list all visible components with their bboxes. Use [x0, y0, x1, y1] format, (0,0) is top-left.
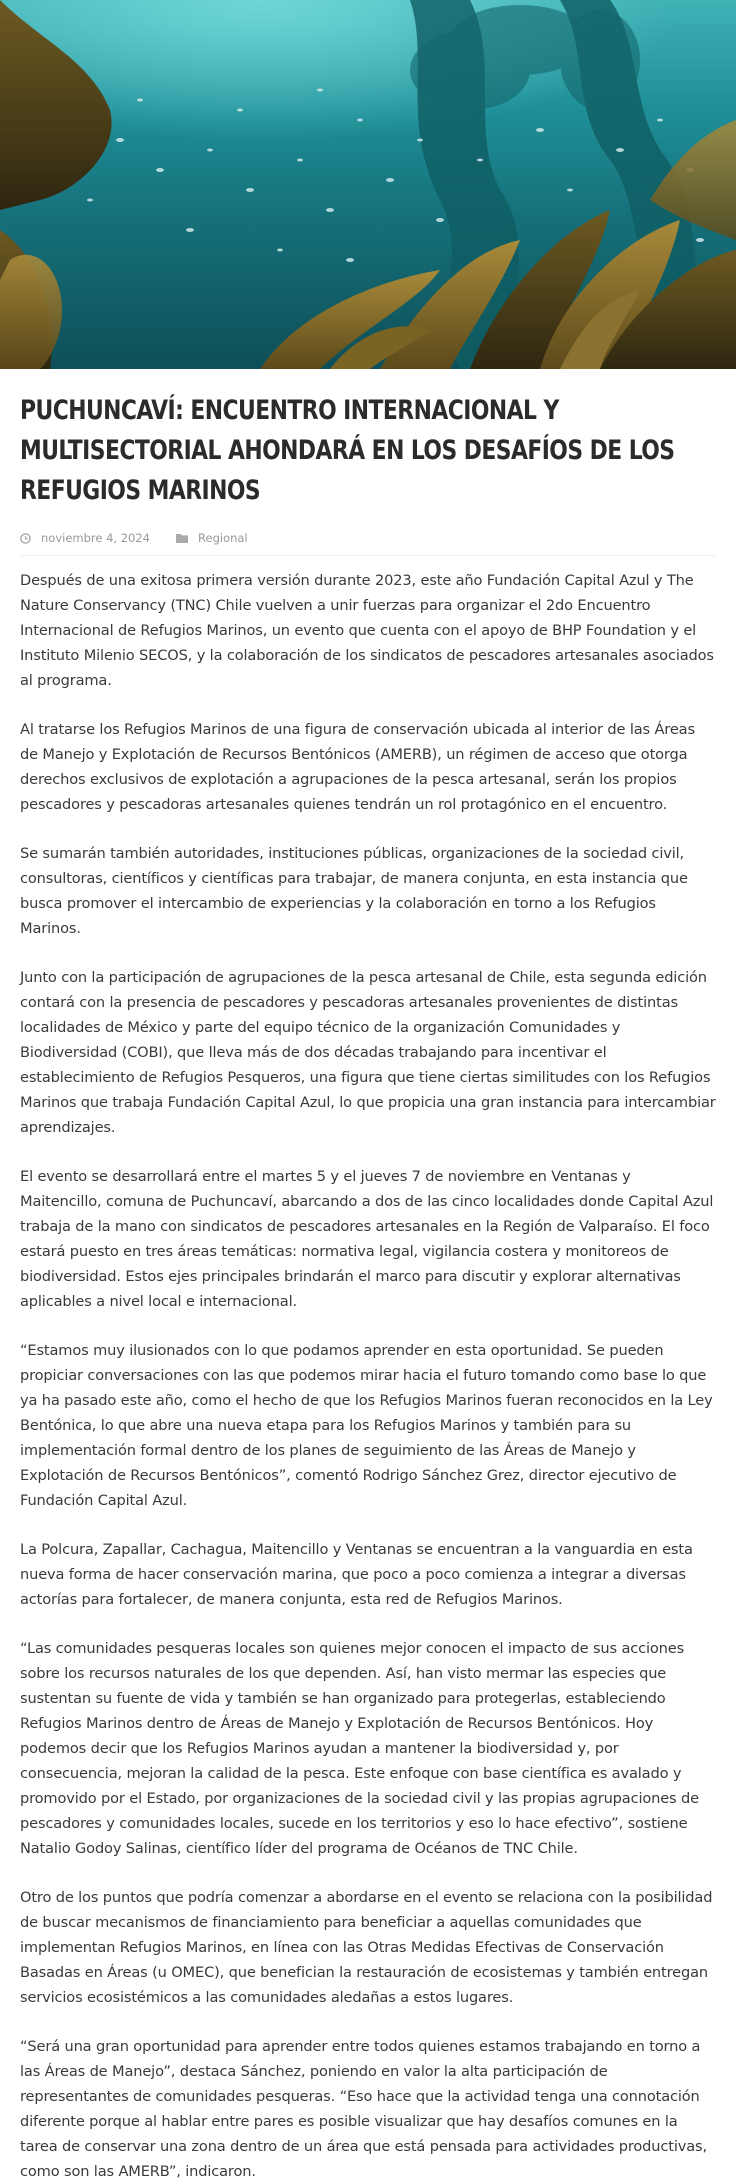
- paragraph: Junto con la participación de agrupaciones de la pesca artesanal de Chile, esta segunda edición contará con la presencia de pescadores y pescadoras artesanales provenientes de distintas localidades de México y parte del equipo técnico de la organización Comunidades y Biodiversidad (COBI), que lleva más de dos décadas trabajando para incentivar el establecimiento de Refugios Pesqueros, una figura que tiene ciertas similitudes con los Refugios Marinos que trabaja Fundación Capital Azul, lo que propicia una gran instancia para intercambiar aprendizajes.: [20, 969, 716, 1136]
- post-category[interactable]: [176, 531, 248, 545]
- post-category-link: Regional: [198, 531, 248, 545]
- paragraph: La Polcura, Zapallar, Cachagua, Maitencillo y Ventanas se encuentran a la vanguardia en esta nueva forma de hacer conservación marina, que poco a poco comienza a integrar a diversas actorías para fortalecer, de manera conjunta, esta red de Refugios Marinos.: [20, 1541, 693, 1608]
- article-title: PUCHUNCAVÍ: ENCUENTRO INTERNACIONAL Y MULTISECTORIAL AHONDARÁ EN LOS DESAFÍOS DE LOS REFUGIOS MARINOS: [20, 395, 675, 506]
- paragraph: Se sumarán también autoridades, instituciones públicas, organizaciones de la sociedad civil, consultoras, científicos y científicas para trabajar, de manera conjunta, en esta instancia que busca promover el intercambio de experiencias y la colaboración en torno a los Refugios Marinos.: [20, 845, 688, 937]
- paragraph: “Estamos muy ilusionados con lo que podamos aprender en esta oportunidad. Se pueden propiciar conversaciones con las que podemos mirar hacia el futuro tomando como base lo que ya ha pasado este año, como el hecho de que los Refugios Marinos fueran reconocidos en la Ley Bentónica, lo que abre una nueva etapa para los Refugios Marinos y también para su implementación formal dentro de los planes de seguimiento de las Áreas de Manejo y Explotación de Recursos Bentónicos”, comentó Rodrigo Sánchez Grez, director ejecutivo de Fundación Capital Azul.: [20, 1342, 713, 1509]
- post-date[interactable]: [20, 531, 150, 545]
- article-body: [20, 568, 716, 2184]
- post-date-text: noviembre 4, 2024: [41, 531, 151, 545]
- hero-image: [0, 0, 736, 369]
- article: [0, 391, 736, 2184]
- paragraph: Al tratarse los Refugios Marinos de una figura de conservación ubicada al interior de las Áreas de Manejo y Explotación de Recursos Bentónicos (AMERB), un régimen de acceso que otorga derechos exclusivos de explotación a agrupaciones de la pesca artesanal, serán los propios pescadores y pescadoras artesanales quienes tendrán un rol protagónico en el encuentro.: [20, 721, 695, 813]
- clock-icon: [20, 533, 31, 544]
- paragraph: “Será una gran oportunidad para aprender entre todos quienes estamos trabajando en torno a las Áreas de Manejo”, destaca Sánchez, poniendo en valor la alta participación de representantes de comunidades pesqueras. “Eso hace que la actividad tenga una connotación diferente porque al hablar entre pares es posible visualizar que hay desafíos comunes en la tarea de conservar una zona dentro de un área que está pensada para actividades productivas, como son las AMERB”, indicaron.: [20, 2038, 707, 2180]
- paragraph: Después de una exitosa primera versión durante 2023, este año Fundación Capital Azul y The Nature Conservancy (TNC) Chile vuelven a unir fuerzas para organizar el 2do Encuentro Internacional de Refugios Marinos, un evento que cuenta con el apoyo de BHP Foundation y el Instituto Milenio SECOS, y la colaboración de los sindicatos de pescadores artesanales asociados al programa.: [20, 572, 714, 689]
- paragraph: El evento se desarrollará entre el martes 5 y el jueves 7 de noviembre en Ventanas y Maitencillo, comuna de Puchuncaví, abarcando a dos de las cinco localidades donde Capital Azul trabaja de la mano con sindicatos de pescadores artesanales en la Región de Valparaíso. El foco estará puesto en tres áreas temáticas: normativa legal, vigilancia costera y monitoreos de biodiversidad. Estos ejes principales brindarán el marco para discutir y explorar alternativas aplicables a nivel local e internacional.: [20, 1168, 714, 1310]
- paragraph: “Las comunidades pesqueras locales son quienes mejor conocen el impacto de sus acciones sobre los recursos naturales de los que dependen. Así, han visto mermar las especies que sustentan su fuente de vida y también se han organizado para protegerlas, estableciendo Refugios Marinos dentro de Áreas de Manejo y Explotación de Recursos Bentónicos. Hoy podemos decir que los Refugios Marinos ayudan a mantener la biodiversidad y, por consecuencia, mejoran la calidad de la pesca. Este enfoque con base científica es avalado y promovido por el Estado, por organizaciones de la sociedad civil y las propias agrupaciones de pescadores y comunidades locales, sucede en los territorios y eso lo hace efectivo”, sostiene Natalio Godoy Salinas, científico líder del programa de Océanos de TNC Chile.: [20, 1640, 699, 1857]
- paragraph: Otro de los puntos que podría comenzar a abordarse en el evento se relaciona con la posibilidad de buscar mecanismos de financiamiento para beneficiar a aquellas comunidades que implementan Refugios Marinos, en línea con las Otras Medidas Efectivas de Conservación Basadas en Áreas (u OMEC), que benefician la restauración de ecosistemas y también entregan servicios ecosistémicos a las comunidades aledañas a estos lugares.: [20, 1889, 713, 2006]
- folder-icon: [176, 533, 188, 543]
- article-meta: [20, 527, 716, 556]
- kelp-forest-illustration: [0, 0, 736, 369]
